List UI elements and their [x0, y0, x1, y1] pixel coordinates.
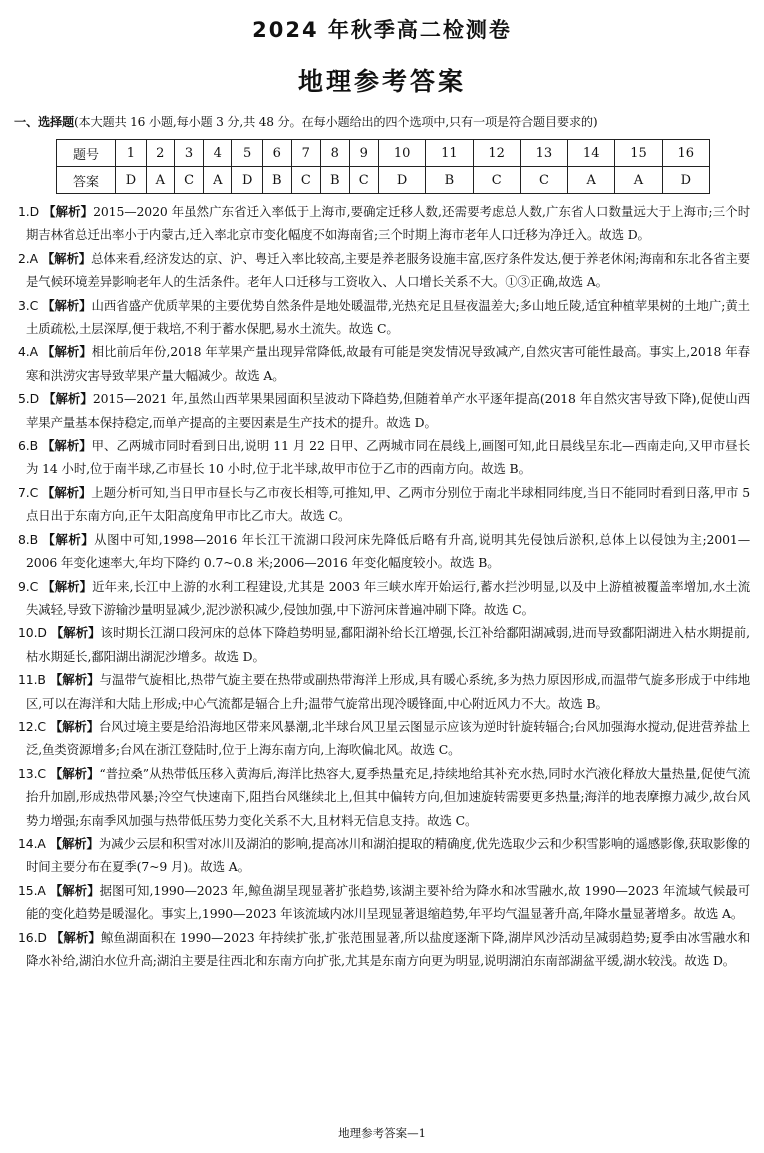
analysis-tag: 【解析】	[49, 672, 100, 688]
analysis-tag: 【解析】	[49, 765, 100, 781]
explanation-list	[18, 200, 750, 972]
page-footer: 地理参考答案—1	[338, 1126, 426, 1140]
analysis-tag: 【解析】	[49, 835, 99, 851]
question-number: 5	[232, 140, 263, 167]
analysis-tag: 【解析】	[42, 578, 93, 594]
item-text: 据图可知,1990—2023 年,鲸鱼湖呈现显著扩张趋势,该湖主要补给为降水和冰雪融水,故 1990—2023 年流域气候最可能的变化趋势是暖湿化。事实上,1990—2023 年该流域内冰川呈现显著退缩趋势,年平均气温显著升高,年降水量显著增多。故选 A。	[26, 882, 750, 922]
analysis-tag: 【解析】	[50, 929, 101, 945]
explanation-item	[18, 715, 750, 762]
item-number: 2.A	[18, 250, 38, 266]
answer-table-answer-row	[57, 167, 710, 194]
section-instructions: (本大题共 16 小题,每小题 3 分,共 48 分。在每小题给出的四个选项中,只有一项是符合题目要求的)	[73, 115, 598, 129]
item-text: 与温带气旋相比,热带气旋主要在热带或副热带海洋上形成,具有暖心系统,多为热力原因形成,而温带气旋多形成于中纬地区,可以在海洋和大陆上形成;中心气流都是辐合上升;温带气旋常出现冷暖锋面,中心附近风力不大。故选 B。	[26, 672, 750, 711]
answer-cell: A	[146, 167, 174, 194]
analysis-tag: 【解析】	[42, 531, 95, 547]
answer-cell: C	[174, 167, 204, 194]
item-number: 10.D	[18, 625, 47, 641]
item-text: 鲸鱼湖面积在 1990—2023 年持续扩张,扩张范围显著,所以盐度逐渐下降,湖岸风沙活动呈减弱趋势;夏季由冰雪融水和降水补给,湖泊水位升高;湖泊主要是往西北和东南方向扩张,尤其是东南方向更为明显,说明湖泊东南部湖盆平缓,湖水较浅。故选 D。	[26, 929, 750, 968]
analysis-tag: 【解析】	[42, 344, 92, 360]
item-text: 2015—2020 年虽然广东省迁入率低于上海市,要确定迁移人数,还需要考虑总人数,广东省人口数量远大于上海市;三个时期吉林省总迁出率小于内蒙古,迁入率北京市变化幅度不如海南省;三个时期上海市老年人口迁移为净迁入。故选 D。	[26, 204, 750, 243]
analysis-tag: 【解析】	[49, 882, 100, 898]
item-number: 3.C	[18, 297, 39, 313]
explanation-item	[18, 621, 750, 668]
question-number: 14	[568, 140, 615, 167]
item-text: 该时期长江湖口段河床的总体下降趋势明显,鄱阳湖补给长江增强,长江补给鄱阳湖减弱,进而导致鄱阳湖进入枯水期提前,枯水期延长,鄱阳湖出湖泥沙增多。故选 D。	[26, 625, 750, 664]
analysis-tag: 【解析】	[42, 297, 92, 313]
item-number: 8.B	[18, 531, 39, 547]
question-number: 6	[263, 140, 291, 167]
explanation-item	[18, 528, 750, 575]
answer-table-number-row	[57, 140, 710, 167]
item-text: 上题分析可知,当日甲市昼长与乙市夜长相等,可推知,甲、乙两市分别位于南北半球相同纬度,当日不能同时看到日落,甲市 5 点日出于东南方向,正午太阳高度角甲市比乙市大。故选 C。	[26, 484, 750, 524]
explanation-item	[18, 668, 750, 715]
item-text: 为减少云层和积雪对冰川及湖泊的影响,提高冰川和湖泊提取的精确度,优先选取少云和少积雪影响的遥感影像,获取影像的时间主要分布在夏季(7~9 月)。故选 A。	[26, 835, 750, 875]
answer-cell: B	[263, 167, 291, 194]
question-number: 13	[520, 140, 567, 167]
answer-cell: B	[426, 167, 473, 194]
answer-cell: C	[520, 167, 567, 194]
answer-cell: C	[291, 167, 321, 194]
question-number: 2	[146, 140, 174, 167]
item-number: 14.A	[18, 835, 46, 851]
section-label: 一、选择题	[14, 115, 74, 129]
question-number: 8	[321, 140, 349, 167]
explanation-item	[18, 434, 750, 481]
item-number: 5.D	[18, 391, 40, 407]
item-number: 1.D	[18, 204, 40, 219]
analysis-tag: 【解析】	[50, 625, 101, 641]
analysis-tag: 【解析】	[41, 250, 92, 266]
explanation-item	[18, 340, 750, 387]
item-text: 相比前后年份,2018 年苹果产量出现异常降低,故最有可能是突发情况导致减产,自然灾害可能性最高。事实上,2018 年春寒和洪涝灾害导致苹果产量大幅减少。故选 A。	[26, 344, 750, 383]
item-number: 11.B	[18, 672, 46, 688]
page-title: 2024 年秋季高二检测卷	[252, 18, 512, 42]
question-number: 4	[204, 140, 232, 167]
item-text: 台风过境主要是给沿海地区带来风暴潮,北半球台风卫星云图显示应该为逆时针旋转辐合;台风加强海水搅动,促进营养盐上泛,鱼类资源增多;台风在浙江登陆时,位于上海东南方向,上海吹偏北风。故选 C。	[26, 718, 750, 758]
item-text: 山西省盛产优质苹果的主要优势自然条件是地处暖温带,光热充足且昼夜温差大;多山地丘陵,适宜种植苹果树的土地广;黄土土质疏松,土层深厚,便于栽培,不利于蓄水保肥,易水土流失。故选 C。	[26, 297, 750, 337]
question-number: 1	[116, 140, 147, 167]
explanation-item	[18, 762, 750, 832]
item-number: 9.C	[18, 578, 39, 594]
item-number: 6.B	[18, 438, 39, 454]
answer-table	[56, 139, 710, 194]
analysis-tag: 【解析】	[42, 484, 92, 500]
explanation-item	[18, 387, 750, 434]
question-number: 10	[379, 140, 426, 167]
explanation-item	[18, 247, 750, 294]
answer-cell: D	[232, 167, 263, 194]
explanation-item	[18, 481, 750, 528]
answer-row-label: 答案	[57, 167, 116, 194]
question-number: 16	[662, 140, 709, 167]
item-number: 12.C	[18, 718, 46, 734]
item-number: 15.A	[18, 882, 46, 898]
question-number: 15	[615, 140, 662, 167]
question-number: 3	[174, 140, 204, 167]
answer-cell: B	[321, 167, 349, 194]
item-number: 16.D	[18, 929, 47, 945]
explanation-item	[18, 294, 750, 341]
answer-cell: C	[349, 167, 379, 194]
item-number: 13.C	[18, 765, 46, 781]
question-number: 7	[291, 140, 321, 167]
analysis-tag: 【解析】	[42, 438, 92, 454]
analysis-tag: 【解析】	[43, 391, 93, 407]
explanation-item	[18, 832, 750, 879]
explanation-item	[18, 200, 750, 247]
explanation-item	[18, 575, 750, 622]
analysis-tag: 【解析】	[43, 204, 94, 219]
item-text: 从图中可知,1998—2016 年长江干流湖口段河床先降低后略有升高,说明其先侵蚀后淤积,总体上以侵蚀为主;2001—2006 年变化速率大,年均下降约 0.7~0.8 米;2006—2016 年变化幅度较小。故选 B。	[26, 531, 750, 571]
question-number: 9	[349, 140, 379, 167]
question-number: 11	[426, 140, 473, 167]
analysis-tag: 【解析】	[49, 718, 99, 734]
item-text: 甲、乙两城市同时看到日出,说明 11 月 22 日甲、乙两城市同在晨线上,画图可知,此日晨线呈东北—西南走向,又甲市昼长为 14 小时,位于南半球,乙市昼长 10 小时,位于北半球,故甲市位于乙市的西南方向。故选 B。	[26, 438, 750, 477]
question-number: 12	[473, 140, 520, 167]
page-subtitle: 地理参考答案	[297, 67, 466, 96]
item-number: 4.A	[18, 344, 38, 360]
item-text: 总体来看,经济发达的京、沪、粤迁入率比较高,主要是养老服务设施丰富,医疗条件发达,便于养老休闲;海南和东北各省主要是气候环境差异影响老年人的生活条件。老年人口迁移与工资收入、人口增长关系不大。①③正确,故选 A。	[26, 250, 751, 290]
answer-cell: D	[379, 167, 426, 194]
item-text: “普拉桑”从热带低压移入黄海后,海洋比热容大,夏季热量充足,持续地给其补充水热,同时水汽液化释放大量热量,促使气流抬升加剧,形成热带风暴;冷空气快速南下,阻挡台风继续北上,但其中偏转方向,但加速旋转需要更多热量;海洋的地表摩擦力减少,故台风势力增强;东南季风加强与热带低压势力变化关系不大,且材料无信息支持。故选 C。	[26, 765, 750, 828]
answer-cell: A	[204, 167, 232, 194]
answer-cell: C	[473, 167, 520, 194]
answer-cell: A	[568, 167, 615, 194]
section-heading	[14, 113, 754, 130]
item-number: 7.C	[18, 484, 39, 500]
item-text: 近年来,长江中上游的水利工程建设,尤其是 2003 年三峡水库开始运行,蓄水拦沙明显,以及中上游植被覆盖率增加,水土流失减轻,导致下游输沙量明显减少,泥沙淤积减少,侵蚀加强,中下游河床普遍冲刷下降。故选 C。	[26, 578, 750, 617]
item-text: 2015—2021 年,虽然山西苹果果园面积呈波动下降趋势,但随着单产水平逐年提高(2018 年自然灾害导致下降),促使山西苹果产量基本保持稳定,而单产提高的主要因素是生产技术的提升。故选 D。	[26, 391, 750, 430]
number-row-label: 题号	[57, 140, 116, 167]
answer-cell: D	[116, 167, 147, 194]
answer-cell: A	[615, 167, 662, 194]
explanation-item	[18, 926, 750, 973]
explanation-item	[18, 879, 750, 926]
answer-cell: D	[662, 167, 709, 194]
